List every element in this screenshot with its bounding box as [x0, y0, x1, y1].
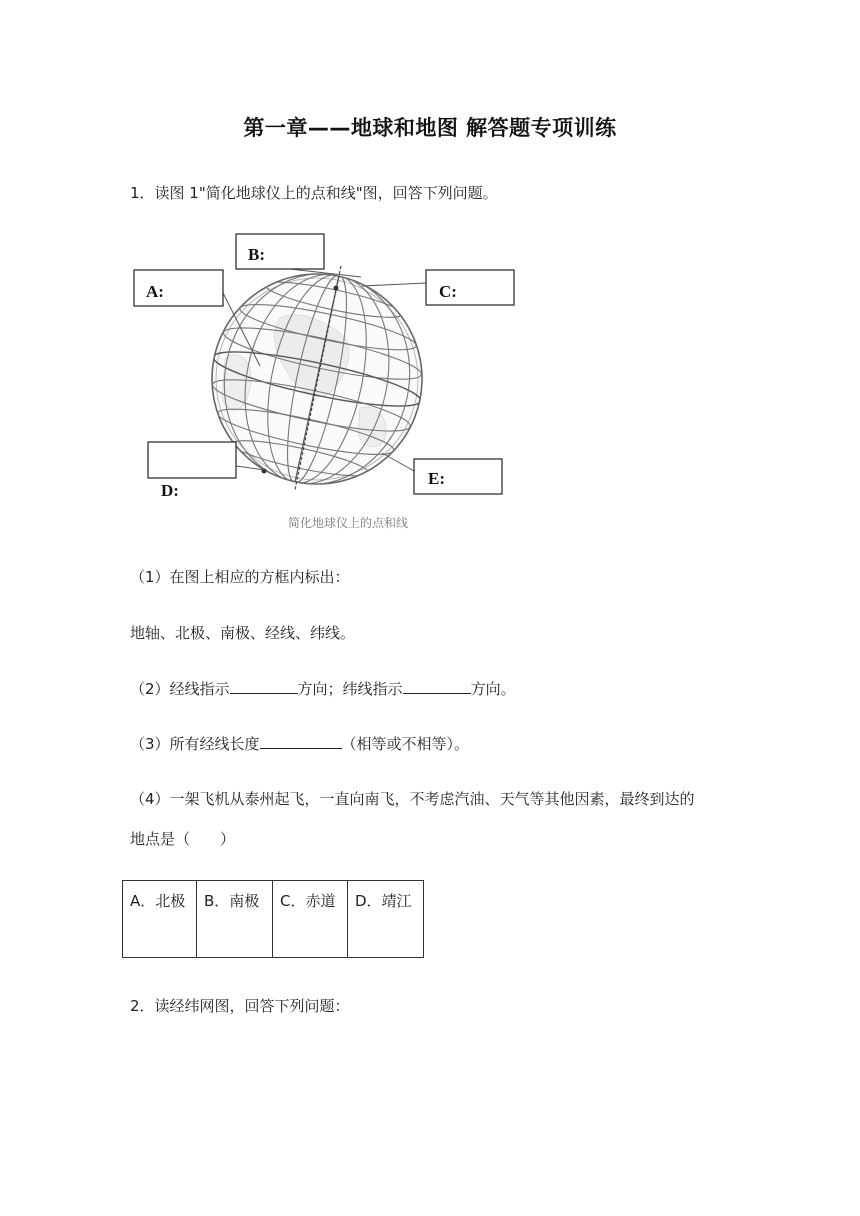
question-2-stem: 2．读经纬网图，回答下列问题：: [130, 997, 350, 1015]
label-box-c: [426, 270, 514, 305]
option-a[interactable]: A．北极: [123, 881, 197, 958]
page-title: 第一章——地球和地图 解答题专项训练: [243, 116, 617, 140]
north-pole-dot: [334, 286, 339, 291]
pointer-c: [362, 283, 426, 286]
question-1-sub4-line1: （4）一架飞机从泰州起飞，一直向南飞，不考虑汽油、天气等其他因素，最终到达的: [130, 790, 695, 808]
option-c[interactable]: C．赤道: [273, 881, 348, 958]
sub3-part2: （相等或不相等）。: [341, 735, 470, 753]
option-b[interactable]: B．南极: [197, 881, 273, 958]
label-box-d: [148, 442, 236, 500]
pointer-e: [382, 453, 414, 471]
answer-blank-parallel-direction[interactable]: [403, 678, 471, 694]
option-d[interactable]: D．靖江: [348, 881, 424, 958]
sub2-part1: （2）经线指示: [130, 680, 230, 698]
label-box-e: [414, 459, 502, 494]
answer-blank-meridian-direction[interactable]: [230, 678, 298, 694]
label-e: E:: [428, 469, 445, 488]
globe-figure: [130, 228, 530, 538]
label-b: B:: [248, 245, 265, 264]
options-table: [122, 880, 424, 958]
question-1-stem: 1．读图 1"简化地球仪上的点和线"图，回答下列问题。: [130, 184, 498, 202]
sub2-part2: 方向；纬线指示: [297, 680, 403, 698]
sub2-part3: 方向。: [470, 680, 516, 698]
sub3-part1: （3）所有经线长度: [130, 735, 260, 753]
question-1-sub1: （1）在图上相应的方框内标出：: [130, 568, 350, 586]
label-d: D:: [161, 481, 179, 500]
label-box-a: [134, 270, 223, 306]
figure-caption: 简化地球仪上的点和线: [288, 516, 409, 530]
question-1-sub4-line2: 地点是（ ）: [130, 830, 236, 848]
question-1-sub2: [130, 678, 516, 699]
label-box-b: [236, 234, 324, 269]
label-c: C:: [439, 282, 457, 301]
question-1-sub3: [130, 733, 469, 754]
question-1-sub1-items: 地轴、北极、南极、经线、纬线。: [130, 624, 356, 642]
answer-blank-meridian-length[interactable]: [260, 733, 342, 749]
label-a: A:: [146, 282, 164, 301]
